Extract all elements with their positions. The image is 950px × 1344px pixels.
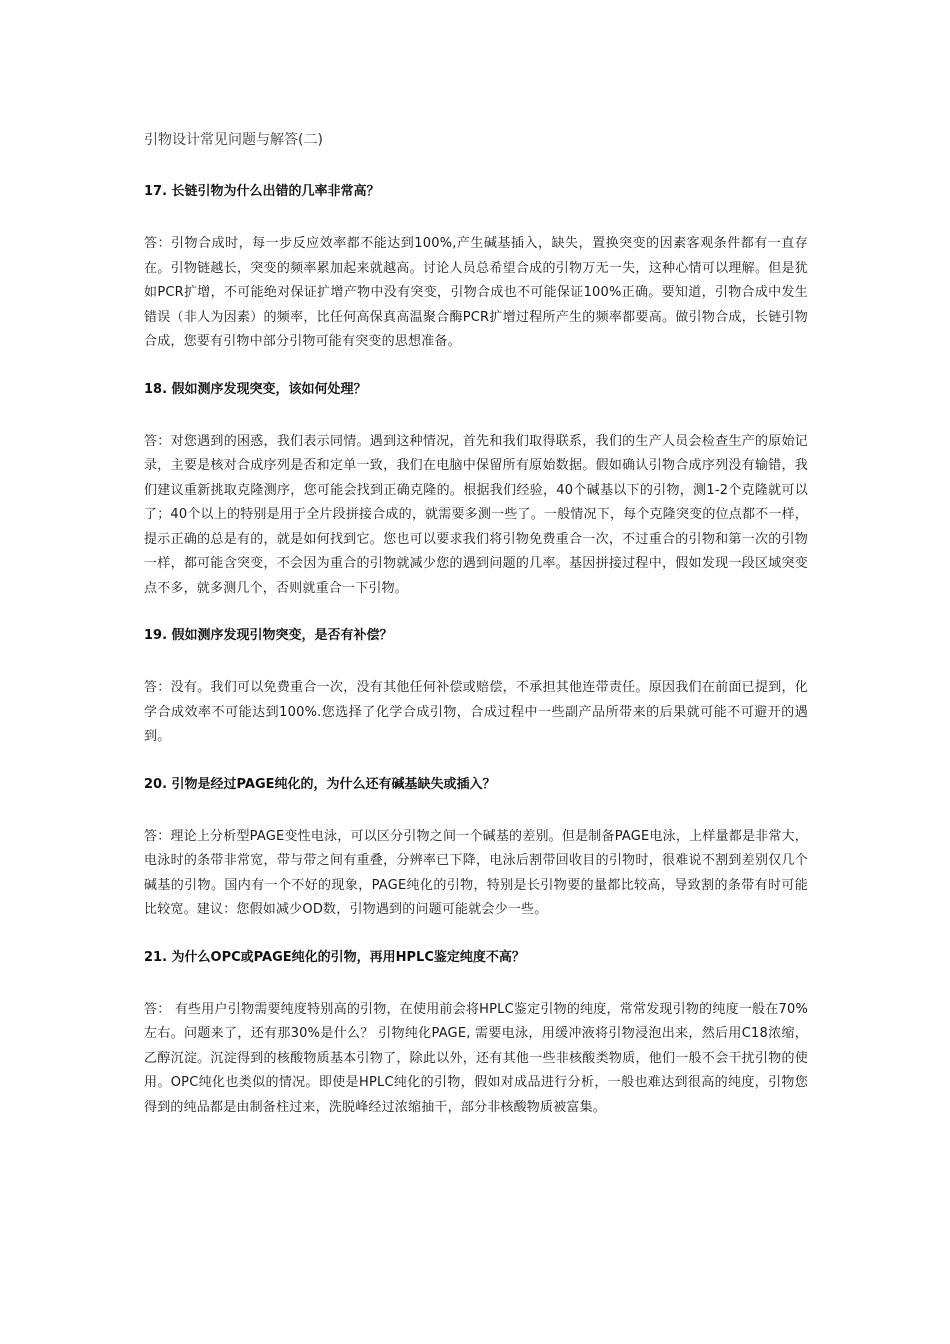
- qa-item-18: [144, 380, 808, 602]
- qa-item-21: [144, 948, 808, 1121]
- document-page: [144, 128, 808, 1145]
- document-title: 引物设计常见问题与解答(二): [144, 132, 323, 148]
- question-17: 17. 长链引物为什么出错的几率非常高？: [144, 184, 380, 199]
- answer-20: 答：理论上分析型PAGE变性电泳，可以区分引物之间一个碱基的差别。但是制备PAGE电泳，上样量都是非常大，电泳时的条带非常宽，带与带之间有重叠，分辨率已下降，电泳后割带回收目的引物时，很难说不割到差别仅几个碱基的引物。国内有一个不好的现象，PAGE纯化的引物，特别是长引物要的量都比较高，导致割的条带有时可能比较宽。建议：您假如减少OD数，引物遇到的问题可能就会少一些。: [144, 828, 808, 917]
- question-20: 20. 引物是经过PAGE纯化的，为什么还有碱基缺失或插入？: [144, 776, 496, 792]
- answer-18: 答：对您遇到的困惑，我们表示同情。遇到这种情况，首先和我们取得联系，我们的生产人员会检查生产的原始记录，主要是核对合成序列是否和定单一致，我们在电脑中保留所有原始数据。假如确认引物合成序列没有输错，我们建议重新挑取克隆测序，您可能会找到正确克隆的。根据我们经验，40个碱基以下的引物，测1-2个克隆就可以了；40个以上的特别是用于全片段拼接合成的，就需要多测一些了。一般情况下，每个克隆突变的位点都不一样，提示正确的总是有的，就是如何找到它。您也可以要求我们将引物免费重合一次，不过重合的引物和第一次的引物一样，都可能含突变，不会因为重合的引物就减少您的遇到问题的几率。基因拼接过程中，假如发现一段区域突变点不多，就多测几个，否则就重合一下引物。: [144, 433, 808, 596]
- question-18: 18. 假如测序发现突变，该如何处理？: [144, 381, 367, 397]
- question-21: 21. 为什么OPC或PAGE纯化的引物，再用HPLC鉴定纯度不高？: [144, 949, 525, 965]
- answer-21: 答： 有些用户引物需要纯度特别高的引物，在使用前会将HPLC鉴定引物的纯度，常常发现引物的纯度一般在70%左右。问题来了，还有那30%是什么？ 引物纯化PAGE, 需要电泳，用缓冲液将引物浸泡出来，然后用C18浓缩，乙醇沉淀。沉淀得到的核酸物质基本引物了，除此以外，还有其他一些非核酸类物质，他们一般不会干扰引物的使用。OPC纯化也类似的情况。即使是HPLC纯化的引物，假如对成品进行分析，一般也难达到很高的纯度，引物您得到的纯品都是由制备柱过来，洗脱峰经过浓缩抽干，部分非核酸物质被富集。: [144, 1001, 808, 1115]
- question-19: 19. 假如测序发现引物突变，是否有补偿？: [144, 628, 393, 643]
- qa-item-17: [144, 182, 808, 355]
- qa-item-20: [144, 775, 808, 923]
- answer-19: 答：没有。我们可以免费重合一次，没有其他任何补偿或赔偿，不承担其他连带责任。原因我们在前面已提到，化学合成效率不可能达到100%.您选择了化学合成引物，合成过程中一些副产品所带来的后果就可能不可避开的遇到。: [144, 680, 808, 744]
- answer-17: 答：引物合成时，每一步反应效率都不能达到100%,产生碱基插入，缺失，置换突变的因素客观条件都有一直存在。引物链越长，突变的频率累加起来就越高。讨论人员总希望合成的引物万无一失，这种心情可以理解。但是犹如PCR扩增，不可能绝对保证扩增产物中没有突变，引物合成也不可能保证100%正确。要知道，引物合成中发生错误（非人为因素）的频率，比任何高保真高温聚合酶PCR扩增过程所产生的频率都要高。做引物合成，长链引物合成，您要有引物中部分引物可能有突变的思想准备。: [144, 236, 808, 349]
- qa-item-19: [144, 626, 808, 750]
